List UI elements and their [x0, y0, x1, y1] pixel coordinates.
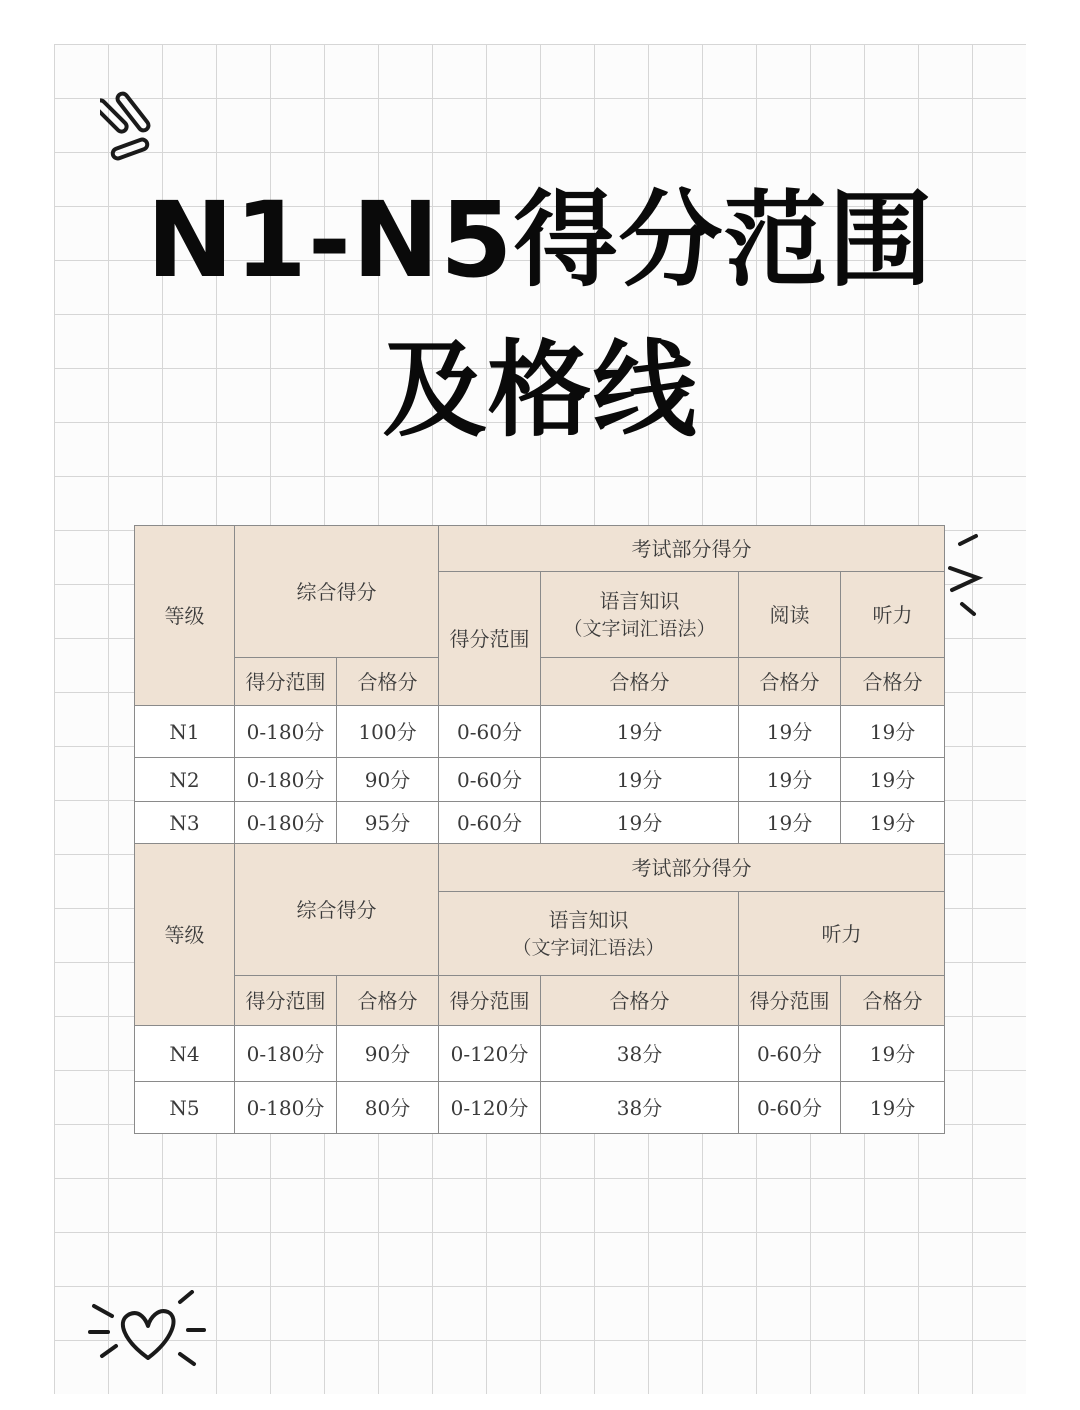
level-cell: N1 — [135, 706, 235, 758]
sparkle-burst-icon — [942, 530, 992, 620]
lang-range-cell: 0-120分 — [439, 1026, 541, 1082]
lang-knowledge-sublabel-2: （文字词汇语法） — [512, 936, 665, 959]
total-pass-header: 合格分 — [337, 658, 439, 706]
lang-knowledge-sublabel: （文字词汇语法） — [563, 617, 716, 640]
table-row — [135, 758, 945, 802]
total-pass-cell: 90分 — [337, 1026, 439, 1082]
level-header: 等级 — [135, 526, 235, 706]
listening-pass-cell: 19分 — [841, 1026, 945, 1082]
sparkle-lines-icon — [100, 88, 170, 163]
sections-score-header-2: 考试部分得分 — [439, 844, 945, 892]
listening-pass-cell: 19分 — [841, 706, 945, 758]
score-table-container — [134, 525, 944, 1134]
lang-pass-cell: 19分 — [541, 758, 739, 802]
total-range-header: 得分范围 — [235, 658, 337, 706]
reading-header: 阅读 — [739, 572, 841, 658]
level-cell: N4 — [135, 1026, 235, 1082]
total-range-cell: 0-180分 — [235, 802, 337, 844]
lang-pass-cell: 38分 — [541, 1082, 739, 1134]
lang-pass-cell: 19分 — [541, 802, 739, 844]
sections-score-header: 考试部分得分 — [439, 526, 945, 572]
total-pass-cell: 80分 — [337, 1082, 439, 1134]
total-range-cell: 0-180分 — [235, 706, 337, 758]
lang-knowledge-label: 语言知识 — [599, 588, 680, 613]
lang-knowledge-header-2 — [439, 892, 739, 976]
table-row — [135, 1026, 945, 1082]
lang-pass-header: 合格分 — [541, 658, 739, 706]
table-row — [135, 706, 945, 758]
lang-range-cell: 0-120分 — [439, 1082, 541, 1134]
lang-range-header-2: 得分范围 — [439, 976, 541, 1026]
score-table — [134, 525, 945, 1134]
table-row — [135, 802, 945, 844]
table-row — [135, 1082, 945, 1134]
total-score-header-2: 综合得分 — [235, 844, 439, 976]
lang-knowledge-label-2: 语言知识 — [548, 907, 629, 932]
total-pass-cell: 100分 — [337, 706, 439, 758]
listening-header: 听力 — [841, 572, 945, 658]
level-cell: N2 — [135, 758, 235, 802]
lang-knowledge-header — [541, 572, 739, 658]
section-range-cell: 0-60分 — [439, 758, 541, 802]
heart-doodle-icon — [88, 1290, 208, 1375]
total-range-cell: 0-180分 — [235, 1026, 337, 1082]
total-pass-cell: 95分 — [337, 802, 439, 844]
lang-pass-cell: 19分 — [541, 706, 739, 758]
lang-pass-cell: 38分 — [541, 1026, 739, 1082]
total-range-header-2: 得分范围 — [235, 976, 337, 1026]
listening-header-2: 听力 — [739, 892, 945, 976]
reading-pass-cell: 19分 — [739, 706, 841, 758]
section-score-range-header: 得分范围 — [439, 572, 541, 706]
listening-pass-header: 合格分 — [841, 658, 945, 706]
listening-range-header-2: 得分范围 — [739, 976, 841, 1026]
listening-pass-header-2: 合格分 — [841, 976, 945, 1026]
listening-pass-cell: 19分 — [841, 1082, 945, 1134]
level-cell: N5 — [135, 1082, 235, 1134]
section-range-cell: 0-60分 — [439, 802, 541, 844]
reading-pass-header: 合格分 — [739, 658, 841, 706]
listening-range-cell: 0-60分 — [739, 1026, 841, 1082]
reading-pass-cell: 19分 — [739, 802, 841, 844]
total-range-cell: 0-180分 — [235, 1082, 337, 1134]
section-range-cell: 0-60分 — [439, 706, 541, 758]
listening-pass-cell: 19分 — [841, 758, 945, 802]
listening-range-cell: 0-60分 — [739, 1082, 841, 1134]
total-pass-cell: 90分 — [337, 758, 439, 802]
total-range-cell: 0-180分 — [235, 758, 337, 802]
lang-pass-header-2: 合格分 — [541, 976, 739, 1026]
reading-pass-cell: 19分 — [739, 758, 841, 802]
total-pass-header-2: 合格分 — [337, 976, 439, 1026]
level-header-2: 等级 — [135, 844, 235, 1026]
page-title-line-1: N1-N5得分范围 — [146, 179, 934, 301]
listening-pass-cell: 19分 — [841, 802, 945, 844]
level-cell: N3 — [135, 802, 235, 844]
page-title-line-2: 及格线 — [382, 329, 698, 451]
total-score-header: 综合得分 — [235, 526, 439, 658]
